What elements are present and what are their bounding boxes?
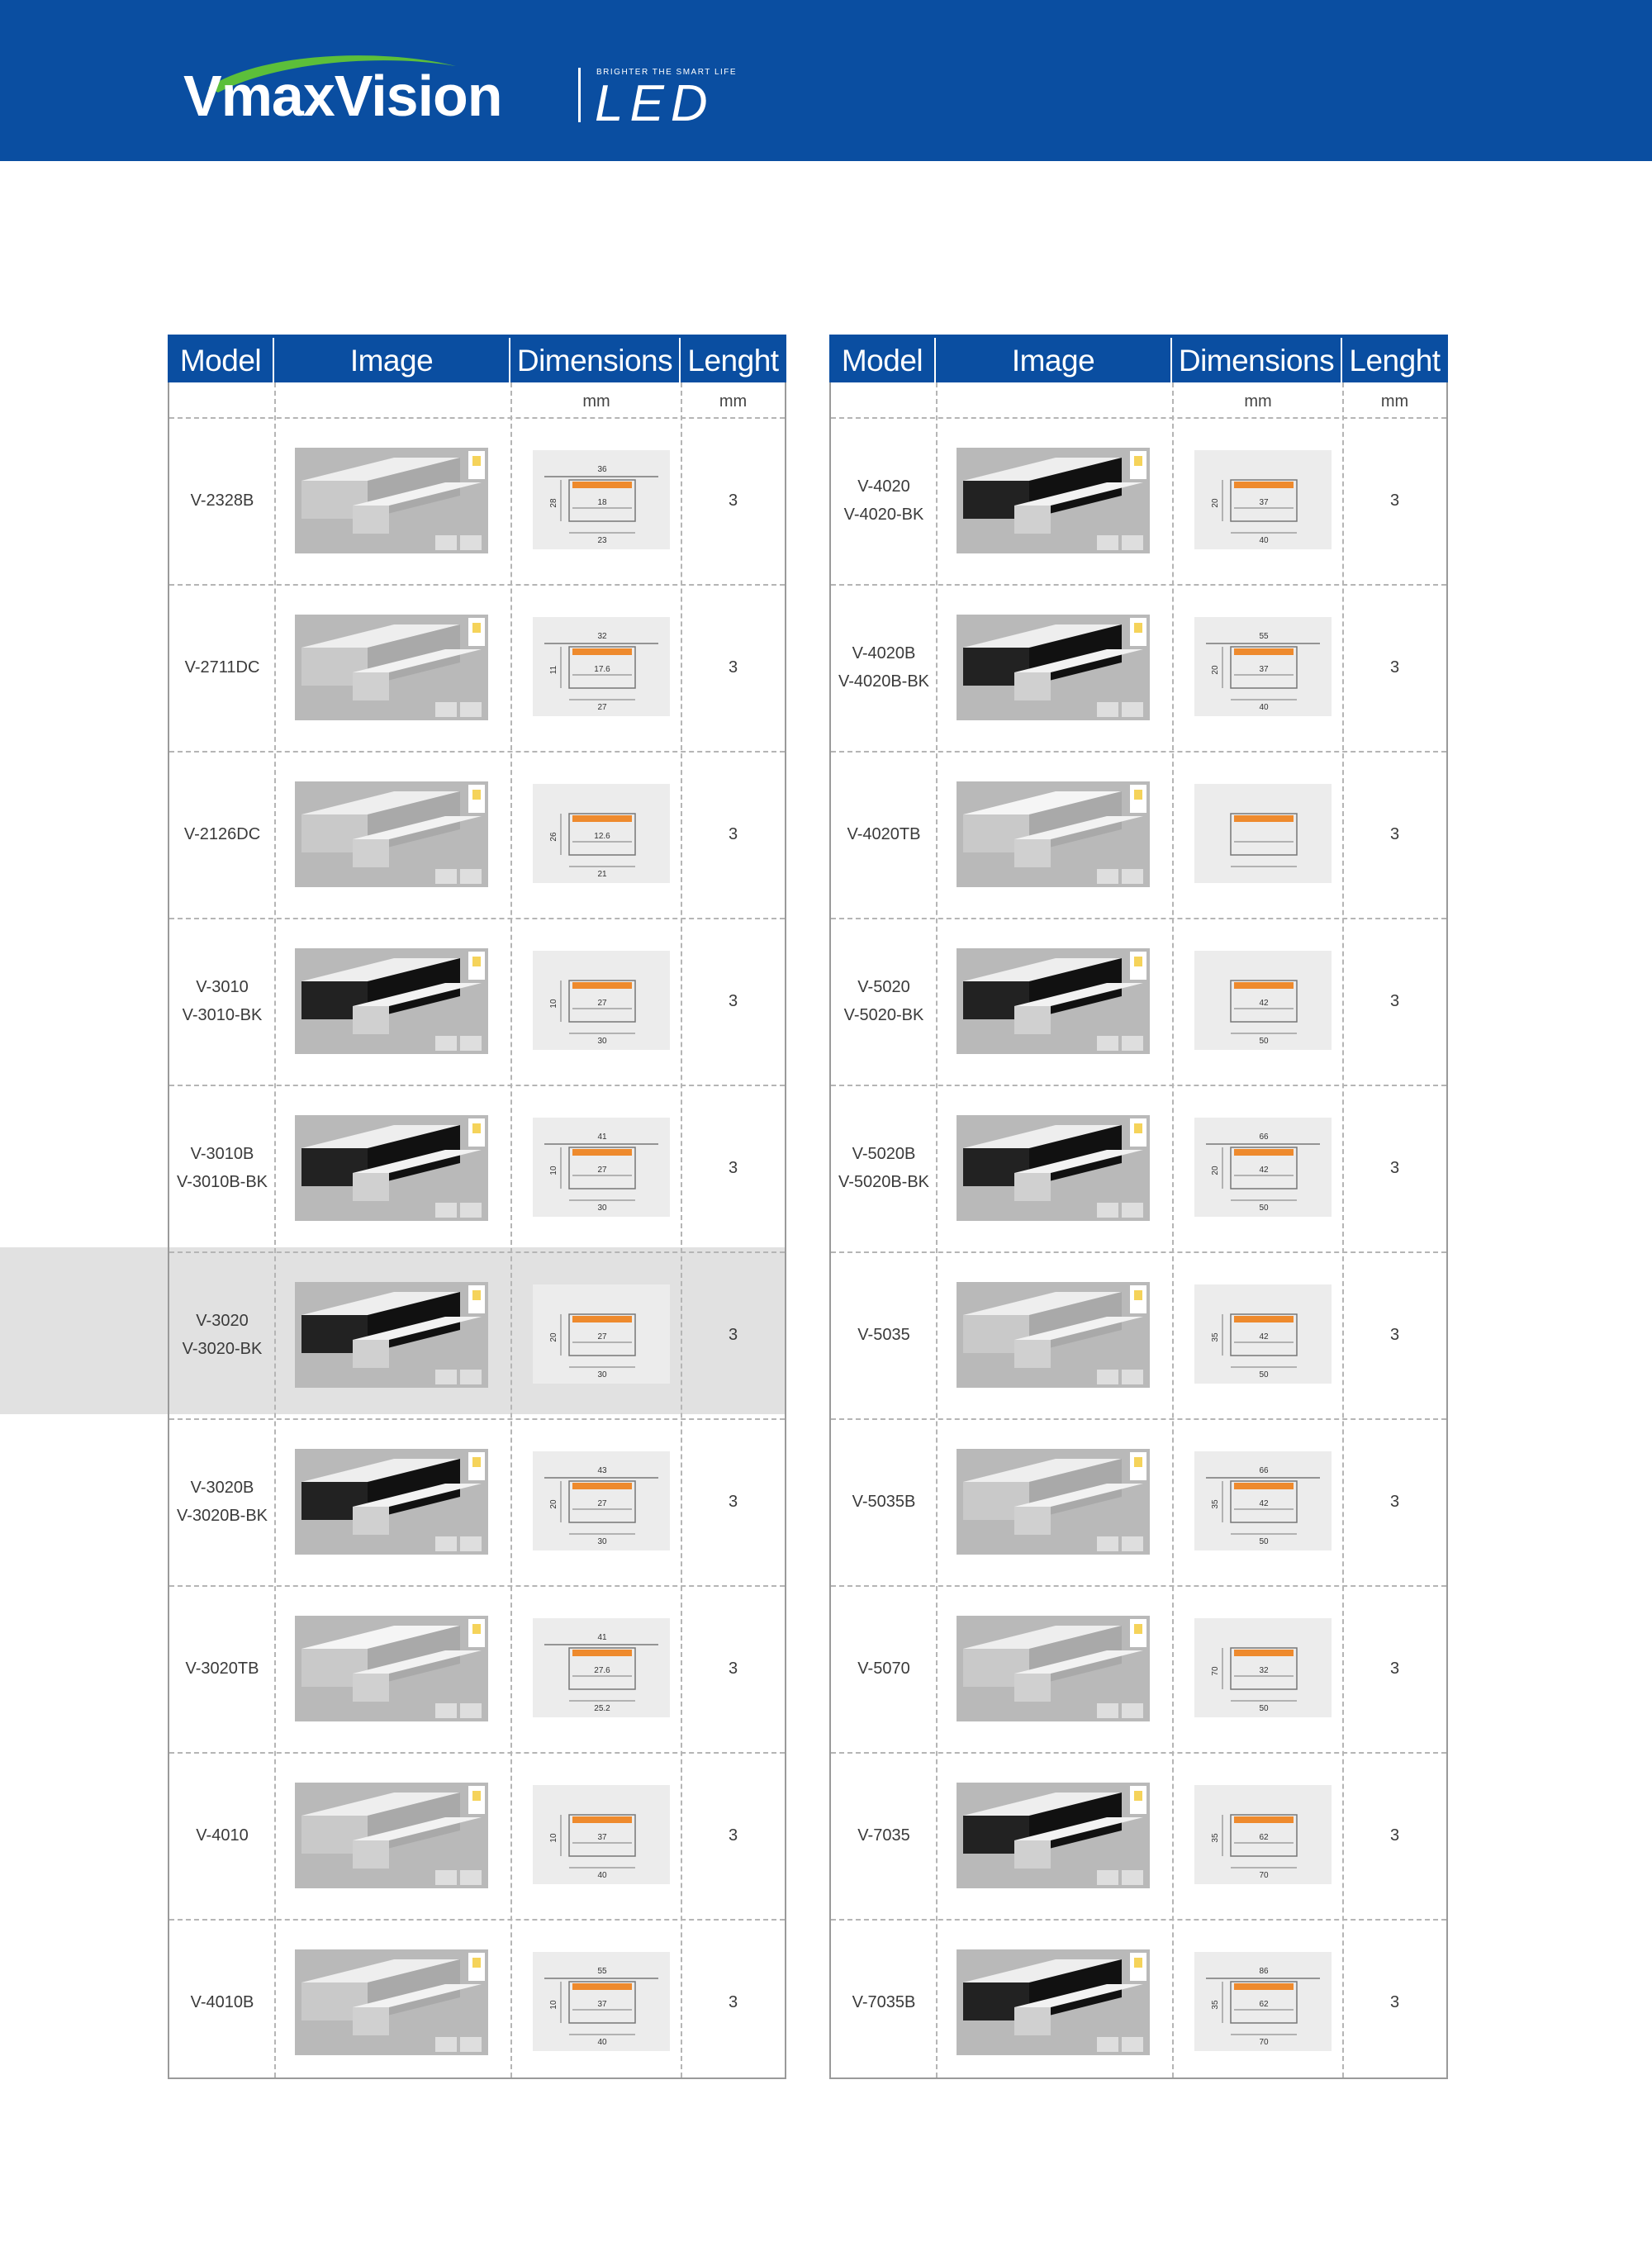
- header-separator: [679, 338, 681, 382]
- model-name: V-3020-BK: [182, 1340, 263, 1358]
- dim-bottom-width: 23: [597, 536, 607, 545]
- dimension-drawing-icon: [1194, 617, 1332, 716]
- dim-inner-width: 27.6: [594, 1666, 610, 1675]
- model-cell: [169, 417, 275, 584]
- dimension-drawing: [533, 1118, 670, 1217]
- dimension-drawing: [533, 784, 670, 883]
- product-row: [169, 584, 785, 751]
- dim-bottom-width: 40: [597, 2038, 607, 2047]
- dimension-drawing-icon: [533, 1451, 670, 1550]
- dim-height: 35: [1211, 1332, 1220, 1342]
- column-header-length: Lenght: [687, 344, 779, 377]
- dim-top-width: 66: [1259, 1466, 1269, 1475]
- table-header: [829, 335, 1448, 382]
- column-header-image: Image: [1011, 344, 1095, 377]
- dim-inner-width: 42: [1259, 999, 1269, 1008]
- model-name: V-5070: [857, 1660, 910, 1678]
- dimension-drawing-icon: [1194, 450, 1332, 549]
- model-name: V-2711DC: [184, 658, 260, 677]
- model-cell: [169, 751, 275, 918]
- dimension-drawing-icon: [533, 1284, 670, 1384]
- product-row: [831, 417, 1446, 584]
- product-image: [295, 948, 488, 1054]
- dimension-drawing: [1194, 617, 1332, 716]
- profile-render-icon: [295, 1783, 488, 1888]
- dim-height: 10: [549, 2000, 558, 2010]
- product-image: [957, 1115, 1150, 1221]
- dim-inner-width: 27: [597, 1332, 607, 1341]
- dim-inner-width: 37: [597, 2000, 607, 2009]
- profile-render-icon: [295, 1449, 488, 1555]
- dim-bottom-width: 50: [1259, 1204, 1269, 1213]
- model-name: V-5035: [857, 1326, 910, 1344]
- product-row: [169, 1251, 785, 1418]
- column-header-model: Model: [179, 344, 262, 377]
- dimension-drawing-icon: [533, 1118, 670, 1217]
- brand-led: LED: [595, 75, 714, 132]
- dim-height: 10: [549, 1833, 558, 1843]
- dim-bottom-width: 25.2: [594, 1704, 610, 1713]
- product-image: [295, 448, 488, 553]
- unit-dimensions: mm: [1244, 392, 1272, 411]
- table-header: [168, 335, 786, 382]
- dim-inner-width: 27: [597, 999, 607, 1008]
- product-image: [957, 1449, 1150, 1555]
- dimension-drawing: [533, 450, 670, 549]
- dim-top-width: 36: [597, 465, 607, 474]
- product-row: [831, 1752, 1446, 1919]
- length-value: 3: [728, 1826, 738, 1845]
- model-cell: [169, 918, 275, 1085]
- model-name: V-2328B: [190, 491, 254, 510]
- dim-top-width: 32: [597, 632, 607, 641]
- profile-render-icon: [295, 948, 488, 1054]
- dimension-drawing-icon: [1194, 1118, 1332, 1217]
- profile-render-icon: [295, 615, 488, 720]
- dimension-drawing: [533, 1785, 670, 1884]
- product-image: [295, 615, 488, 720]
- product-row: [831, 1251, 1446, 1418]
- dimension-drawing: [533, 1618, 670, 1717]
- model-name: V-5020B: [852, 1145, 916, 1163]
- dim-inner-width: 62: [1259, 2000, 1269, 2009]
- dim-bottom-width: 70: [1259, 2038, 1269, 2047]
- dim-bottom-width: 21: [597, 870, 607, 879]
- dimension-drawing: [1194, 1785, 1332, 1884]
- model-name: V-7035: [857, 1826, 910, 1845]
- profile-render-icon: [957, 448, 1150, 553]
- model-name: V-4020-BK: [843, 506, 924, 524]
- product-row: [169, 1085, 785, 1251]
- dim-bottom-width: 30: [597, 1037, 607, 1046]
- unit-dimensions: mm: [582, 392, 610, 411]
- product-image: [295, 1616, 488, 1721]
- dim-inner-width: 37: [597, 1833, 607, 1842]
- dim-bottom-width: 30: [597, 1204, 607, 1213]
- dimension-drawing: [1194, 1118, 1332, 1217]
- dim-inner-width: 37: [1259, 498, 1269, 507]
- dim-height: 10: [549, 999, 558, 1009]
- dim-height: 20: [549, 1332, 558, 1342]
- dim-bottom-width: 40: [597, 1871, 607, 1880]
- product-table-left: [168, 335, 786, 2079]
- dim-inner-width: 62: [1259, 1833, 1269, 1842]
- model-cell: [831, 751, 937, 918]
- dim-inner-width: 42: [1259, 1499, 1269, 1508]
- product-row: [831, 1919, 1446, 2086]
- dim-inner-width: 42: [1259, 1332, 1269, 1341]
- length-value: 3: [1389, 824, 1400, 843]
- unit-length: mm: [719, 392, 748, 411]
- product-row: [169, 1752, 785, 1919]
- product-image: [957, 948, 1150, 1054]
- profile-render-icon: [295, 781, 488, 887]
- product-row: [831, 584, 1446, 751]
- dimension-drawing: [1194, 784, 1332, 883]
- model-cell: [169, 1085, 275, 1251]
- dimension-drawing-icon: [1194, 784, 1332, 883]
- model-name: V-3010B: [190, 1145, 254, 1163]
- length-value: 3: [1389, 991, 1400, 1010]
- model-name: V-3020TB: [185, 1660, 259, 1678]
- model-cell: [831, 1418, 937, 1585]
- length-value: 3: [1389, 1826, 1400, 1845]
- logo-divider: [578, 68, 581, 122]
- model-name: V-4020B: [852, 644, 916, 662]
- dimension-drawing-icon: [1194, 1785, 1332, 1884]
- length-value: 3: [1389, 1659, 1400, 1678]
- model-name: V-5020: [857, 978, 910, 996]
- product-image: [295, 1115, 488, 1221]
- dim-inner-width: 18: [597, 498, 607, 507]
- dim-inner-width: 17.6: [594, 665, 610, 674]
- product-table-right: [829, 335, 1448, 2079]
- dim-bottom-width: 50: [1259, 1704, 1269, 1713]
- model-name: V-3020: [196, 1312, 249, 1330]
- model-name: V-3020B-BK: [176, 1507, 268, 1525]
- column-header-dimensions: Dimensions: [516, 344, 673, 377]
- model-cell: [831, 1085, 937, 1251]
- product-image: [957, 448, 1150, 553]
- dim-height: 35: [1211, 1833, 1220, 1843]
- length-value: 3: [728, 1492, 738, 1511]
- header-separator: [1341, 338, 1342, 382]
- dimension-drawing-icon: [533, 1952, 670, 2051]
- dim-height: 11: [549, 665, 558, 675]
- profile-render-icon: [957, 1783, 1150, 1888]
- brand-tagline: BRIGHTER THE SMART LIFE: [596, 68, 738, 77]
- product-row: [169, 1585, 785, 1752]
- length-value: 3: [728, 1158, 738, 1177]
- model-cell: [831, 1752, 937, 1919]
- column-header-length: Lenght: [1349, 344, 1441, 377]
- dimension-drawing: [1194, 951, 1332, 1050]
- dim-bottom-width: 27: [597, 703, 607, 712]
- product-row: [831, 751, 1446, 918]
- profile-render-icon: [295, 1115, 488, 1221]
- profile-render-icon: [957, 615, 1150, 720]
- length-value: 3: [728, 1659, 738, 1678]
- dim-inner-width: 42: [1259, 1166, 1269, 1175]
- length-value: 3: [1389, 658, 1400, 677]
- profile-render-icon: [957, 1449, 1150, 1555]
- product-image: [295, 1449, 488, 1555]
- dimension-drawing-icon: [533, 951, 670, 1050]
- dim-inner-width: 27: [597, 1166, 607, 1175]
- model-name: V-3010: [196, 978, 249, 996]
- dimension-drawing-icon: [533, 617, 670, 716]
- dimension-drawing: [533, 617, 670, 716]
- dim-bottom-width: 50: [1259, 1537, 1269, 1546]
- dim-bottom-width: 40: [1259, 703, 1269, 712]
- dimension-drawing-icon: [1194, 1284, 1332, 1384]
- column-header-dimensions: Dimensions: [1178, 344, 1335, 377]
- profile-render-icon: [957, 1616, 1150, 1721]
- model-name: V-4010: [196, 1826, 249, 1845]
- table-body: [168, 382, 786, 2079]
- model-name: V-7035B: [852, 1993, 916, 2011]
- dim-bottom-width: 30: [597, 1370, 607, 1379]
- dim-height: 20: [1211, 498, 1220, 508]
- length-value: 3: [728, 1325, 738, 1344]
- product-image: [295, 781, 488, 887]
- column-header-image: Image: [349, 344, 434, 377]
- header-separator: [273, 338, 274, 382]
- profile-render-icon: [957, 1115, 1150, 1221]
- product-row: [169, 751, 785, 918]
- length-value: 3: [1389, 1492, 1400, 1511]
- dim-inner-width: 32: [1259, 1666, 1269, 1675]
- dim-bottom-width: 30: [597, 1537, 607, 1546]
- dimension-drawing: [1194, 450, 1332, 549]
- dim-top-width: 55: [1259, 632, 1269, 641]
- product-row: [831, 1585, 1446, 1752]
- profile-render-icon: [957, 1282, 1150, 1388]
- model-cell: [831, 584, 937, 751]
- header-separator: [1170, 338, 1172, 382]
- model-name: V-4010B: [190, 1993, 254, 2011]
- dim-inner-width: 27: [597, 1499, 607, 1508]
- dim-top-width: 43: [597, 1466, 607, 1475]
- model-name: V-2126DC: [183, 825, 261, 843]
- dimension-drawing-icon: [1194, 1952, 1332, 2051]
- model-name: V-4020: [857, 477, 910, 496]
- length-value: 3: [1389, 1992, 1400, 2011]
- profile-render-icon: [295, 1616, 488, 1721]
- model-name: V-5020-BK: [843, 1006, 924, 1024]
- model-cell: [169, 1418, 275, 1585]
- model-cell: [831, 1251, 937, 1418]
- column-header-model: Model: [841, 344, 923, 377]
- unit-length: mm: [1380, 392, 1409, 411]
- product-image: [295, 1282, 488, 1388]
- profile-render-icon: [295, 1949, 488, 2055]
- product-row: [831, 1085, 1446, 1251]
- dim-top-width: 55: [597, 1967, 607, 1976]
- dim-bottom-width: 40: [1259, 536, 1269, 545]
- dim-height: 20: [1211, 665, 1220, 675]
- profile-render-icon: [957, 948, 1150, 1054]
- header-separator: [934, 338, 936, 382]
- profile-render-icon: [295, 1282, 488, 1388]
- dimension-drawing: [533, 1284, 670, 1384]
- dim-inner-width: 12.6: [594, 832, 610, 841]
- product-row: [169, 1418, 785, 1585]
- dim-top-width: 41: [597, 1132, 607, 1142]
- model-cell: [831, 417, 937, 584]
- product-image: [957, 1616, 1150, 1721]
- dim-height: 35: [1211, 2000, 1220, 2010]
- profile-render-icon: [957, 781, 1150, 887]
- dimension-drawing: [1194, 1284, 1332, 1384]
- length-value: 3: [728, 824, 738, 843]
- product-image: [957, 1949, 1150, 2055]
- dim-height: 20: [1211, 1166, 1220, 1175]
- model-cell: [831, 1585, 937, 1752]
- dim-height: 35: [1211, 1499, 1220, 1509]
- dim-inner-width: 37: [1259, 665, 1269, 674]
- model-cell: [831, 918, 937, 1085]
- dimension-drawing: [533, 1451, 670, 1550]
- length-value: 3: [1389, 1325, 1400, 1344]
- dim-height: 28: [549, 498, 558, 508]
- length-value: 3: [728, 1992, 738, 2011]
- product-row: [169, 417, 785, 584]
- model-cell: [169, 584, 275, 751]
- dimension-drawing-icon: [1194, 1451, 1332, 1550]
- model-cell: [169, 1585, 275, 1752]
- length-value: 3: [1389, 1158, 1400, 1177]
- header-separator: [509, 338, 510, 382]
- model-name: V-3020B: [190, 1479, 254, 1497]
- profile-render-icon: [957, 1949, 1150, 2055]
- dimension-drawing-icon: [1194, 951, 1332, 1050]
- model-name: V-3010B-BK: [176, 1173, 268, 1191]
- model-name: V-5020B-BK: [838, 1173, 930, 1191]
- dimension-drawing: [1194, 1952, 1332, 2051]
- model-cell: [169, 1251, 275, 1418]
- dimension-drawing: [533, 1952, 670, 2051]
- brand-name: VmaxVision: [183, 64, 502, 128]
- model-name: V-4020TB: [847, 825, 921, 843]
- product-image: [957, 1783, 1150, 1888]
- dim-height: 10: [549, 1166, 558, 1175]
- product-row: [831, 918, 1446, 1085]
- product-image: [957, 615, 1150, 720]
- product-row: [169, 1919, 785, 2086]
- dim-height: 26: [549, 832, 558, 842]
- product-image: [295, 1949, 488, 2055]
- model-cell: [169, 1752, 275, 1919]
- product-image: [957, 1282, 1150, 1388]
- dimension-drawing: [533, 951, 670, 1050]
- dim-height: 70: [1211, 1666, 1220, 1676]
- model-cell: [831, 1919, 937, 2086]
- dim-top-width: 66: [1259, 1132, 1269, 1142]
- dim-bottom-width: 50: [1259, 1037, 1269, 1046]
- model-name: V-3010-BK: [182, 1006, 263, 1024]
- dimension-drawing-icon: [533, 1785, 670, 1884]
- dimension-drawing-icon: [1194, 1618, 1332, 1717]
- model-cell: [169, 1919, 275, 2086]
- dimension-drawing: [1194, 1618, 1332, 1717]
- dim-bottom-width: 50: [1259, 1370, 1269, 1379]
- length-value: 3: [728, 658, 738, 677]
- dim-top-width: 41: [597, 1633, 607, 1642]
- model-name: V-4020B-BK: [838, 672, 930, 691]
- dim-top-width: 86: [1259, 1967, 1269, 1976]
- product-row: [831, 1418, 1446, 1585]
- page-header: [0, 0, 1652, 161]
- table-body: [829, 382, 1448, 2079]
- length-value: 3: [728, 991, 738, 1010]
- dim-height: 20: [549, 1499, 558, 1509]
- dimension-drawing-icon: [533, 1618, 670, 1717]
- model-name: V-5035B: [852, 1493, 916, 1511]
- dimension-drawing-icon: [533, 784, 670, 883]
- product-image: [295, 1783, 488, 1888]
- profile-render-icon: [295, 448, 488, 553]
- dimension-drawing-icon: [533, 450, 670, 549]
- length-value: 3: [1389, 491, 1400, 510]
- product-image: [957, 781, 1150, 887]
- dim-bottom-width: 70: [1259, 1871, 1269, 1880]
- dimension-drawing: [1194, 1451, 1332, 1550]
- length-value: 3: [728, 491, 738, 510]
- product-row: [169, 918, 785, 1085]
